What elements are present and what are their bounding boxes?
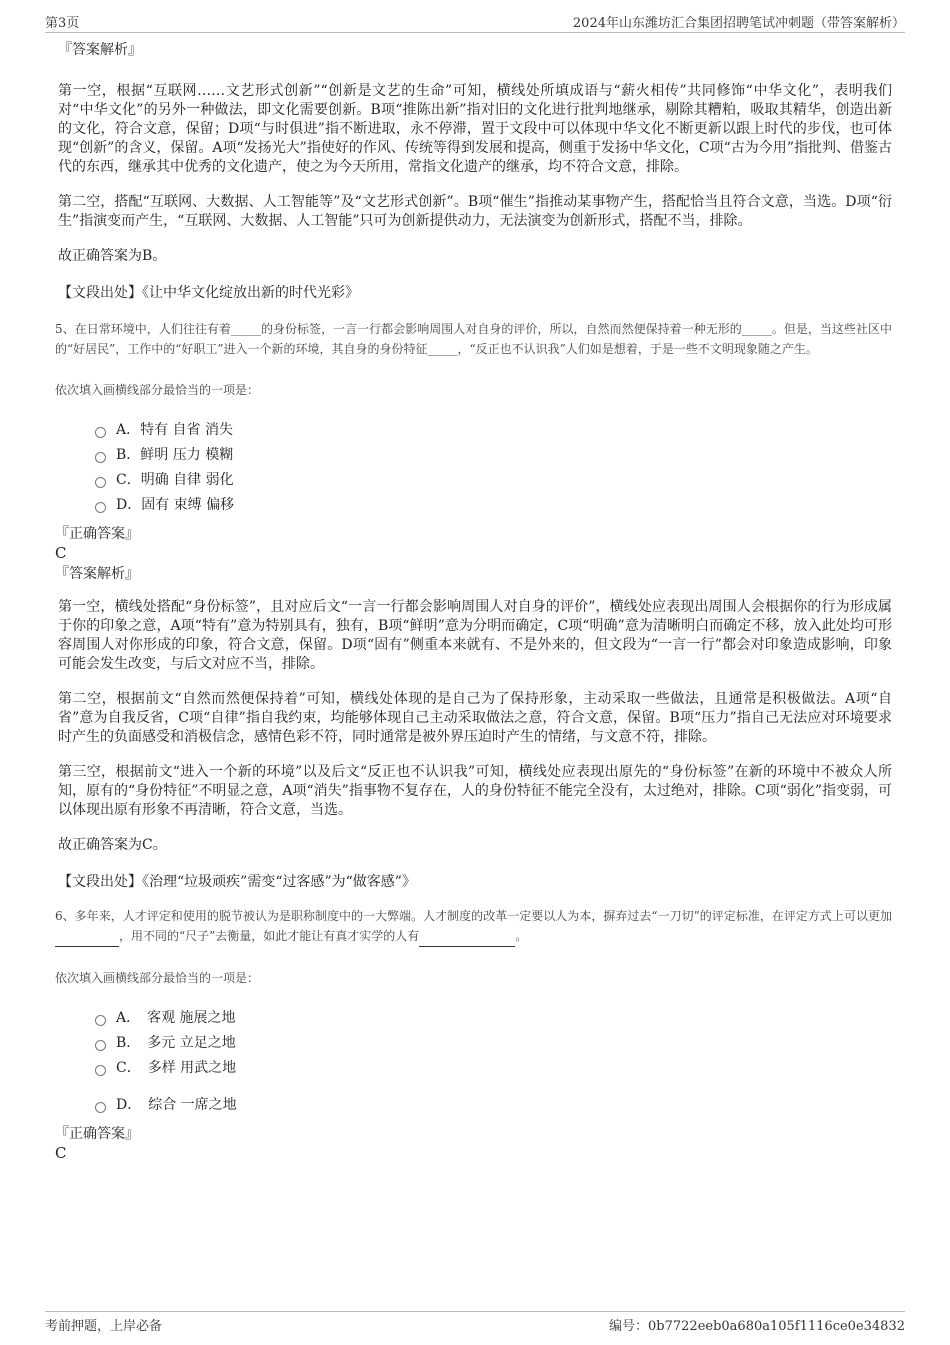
option-label: B．鲜明 压力 模糊 [116,447,234,463]
question-instruction: 依次填入画横线部分最恰当的一项是： [55,383,260,397]
question-instruction: 依次填入画横线部分最恰当的一项是： [55,971,260,985]
radio-button[interactable] [95,502,106,513]
question-text [55,906,892,947]
option-label: A． 客观 施展之地 [116,1010,236,1026]
option-label: C． 多样 用武之地 [116,1060,237,1076]
option-label: C．明确 自律 弱化 [116,472,234,488]
correct-answer-label: 『正确答案』 [55,526,139,542]
analysis-paragraph: 第二空，搭配“互联网、大数据、人工智能等”及“文艺形式创新”。B项“催生”指推动某事物产生，搭配恰当且符合文意，当选。D项“衍生”指演变而产生，“互联网、大数据、人工智能”只可为创新提供动力，无法演变为创新形式，搭配不当，排除。 [58,194,892,229]
correct-answer-value: C [55,1144,67,1162]
question-text: 5、在日常环境中，人们往往有着_____的身份标签，一言一行都会影响周围人对自身的评价，所以，自然而然便保持着一种无形的_____。但是，当这些社区中的“好居民”，工作中的“好职工”进入一个新的环境，其自身的身份特征_____，“反正也不认识我”人们如是想着，于是一些不文明现象随之产生。 [55,322,892,356]
option-a[interactable] [95,1006,892,1031]
analysis-conclusion: 故正确答案为C。 [58,837,167,853]
option-label: D．固有 束缚 偏移 [116,497,235,513]
page-content [55,40,892,1162]
option-c[interactable] [95,1056,892,1081]
analysis-conclusion: 故正确答案为B。 [58,248,167,264]
document-title: 2024年山东潍坊汇合集团招聘笔试冲刺题（带答案解析） [572,16,905,31]
question-text-part: 6、多年来，人才评定和使用的脱节被认为是职称制度中的一大弊端。人才制度的改革一定要以人为本，摒弃过去“一刀切”的评定标准，在评定方式上可以更加 [55,909,892,923]
option-b[interactable] [95,443,892,468]
option-c[interactable] [95,468,892,493]
question-text-part: 。 [515,929,528,943]
question-text-part: ，用不同的“尺子”去衡量，如此才能让有真才实学的人有 [119,929,420,943]
analysis-paragraph: 第三空，根据前文“进入一个新的环境”以及后文“反正也不认识我”可知，横线处应表现出原先的“身份标签”在新的环境中不被众人所知，原有的“身份特征”不明显之意，A项“消失”指事物不复存在，人的身份特征不能完全没有，太过绝对，排除。C项“弱化”指变弱，可以体现出原有形象不再清晰，符合文意，当选。 [58,764,892,818]
correct-answer-value: C [55,544,67,562]
radio-button[interactable] [95,477,106,488]
radio-button[interactable] [95,427,106,438]
radio-button[interactable] [95,1102,106,1113]
correct-answer-label: 『正确答案』 [55,1126,139,1142]
page-header [45,12,905,33]
analysis-paragraph: 第一空，横线处搭配“身份标签”，且对应后文“一言一行都会影响周围人对自身的评价”，横线处应表现出周围人会根据你的行为形成属于你的印象之意，A项“特有”意为特别具有，独有，B项“鲜明”意为分明而确定，C项“明确”意为清晰明白而确定不移，放入此处均可形容周围人对你形成的印象，符合文意，保留。D项“固有”侧重本来就有、不是外来的，但文段为“一言一行”都会对印象造成影响，印象可能会发生改变，与后文对应不当，排除。 [58,599,892,672]
footer-slogan: 考前押题，上岸必备 [45,1319,163,1334]
option-d[interactable] [95,1093,892,1118]
analysis-label: 『答案解析』 [58,42,142,58]
document-id: 编号：0b7722eeb0a680a105f1116ce0e34832 [609,1319,905,1334]
radio-button[interactable] [95,1015,106,1026]
option-label: D． 综合 一席之地 [116,1097,237,1113]
passage-source: 【文段出处】《治理“垃圾顽疾”需变“过客感”为“做客感”》 [58,874,416,890]
passage-source: 【文段出处】《让中华文化绽放出新的时代光彩》 [58,285,359,301]
option-d[interactable] [95,493,892,518]
option-a[interactable] [95,418,892,443]
radio-button[interactable] [95,1065,106,1076]
option-list [95,418,892,518]
option-label: A．特有 自省 消失 [116,422,234,438]
radio-button[interactable] [95,452,106,463]
answer-blank [55,926,119,947]
page-footer [45,1311,905,1334]
option-label: B． 多元 立足之地 [116,1035,236,1051]
analysis-paragraph: 第一空，根据“互联网……文艺形式创新”“创新是文艺的生命”可知，横线处所填成语与“薪火相传”共同修饰“中华文化”，表明我们对“中华文化”的另外一种做法，即文化需要创新。B项“推陈出新”指对旧的文化进行批判地继承，剔除其糟粕，吸取其精华，创造出新的文化，符合文意，保留；D项“与时俱进”指不断进取，永不停滞，置于文段中可以体现中华文化不断更新以跟上时代的步伐，也可体现“创新”的含义，保留。A项“发扬光大”指使好的作风、传统等得到发展和提高，侧重于发扬中华文化，C项“古为今用”指批判、借鉴古代的东西，继承其中优秀的文化遗产，使之为今天所用，常指文化遗产的继承，均不符合文意，排除。 [58,83,892,175]
option-b[interactable] [95,1031,892,1056]
option-list [95,1006,892,1118]
answer-blank [419,926,515,947]
analysis-label: 『答案解析』 [55,566,139,582]
radio-button[interactable] [95,1040,106,1051]
analysis-paragraph: 第二空，根据前文“自然而然便保持着”可知，横线处体现的是自己为了保持形象，主动采取一些做法，且通常是积极做法。A项“自省”意为自我反省，C项“自律”指自我约束，均能够体现自己主动采取做法之意，符合文意，保留。B项“压力”指自己无法应对环境要求时产生的负面感受和消极信念，感情色彩不符，同时通常是被外界压迫时产生的情绪，与文意不符，排除。 [58,691,892,745]
page-number: 第3页 [45,16,80,31]
